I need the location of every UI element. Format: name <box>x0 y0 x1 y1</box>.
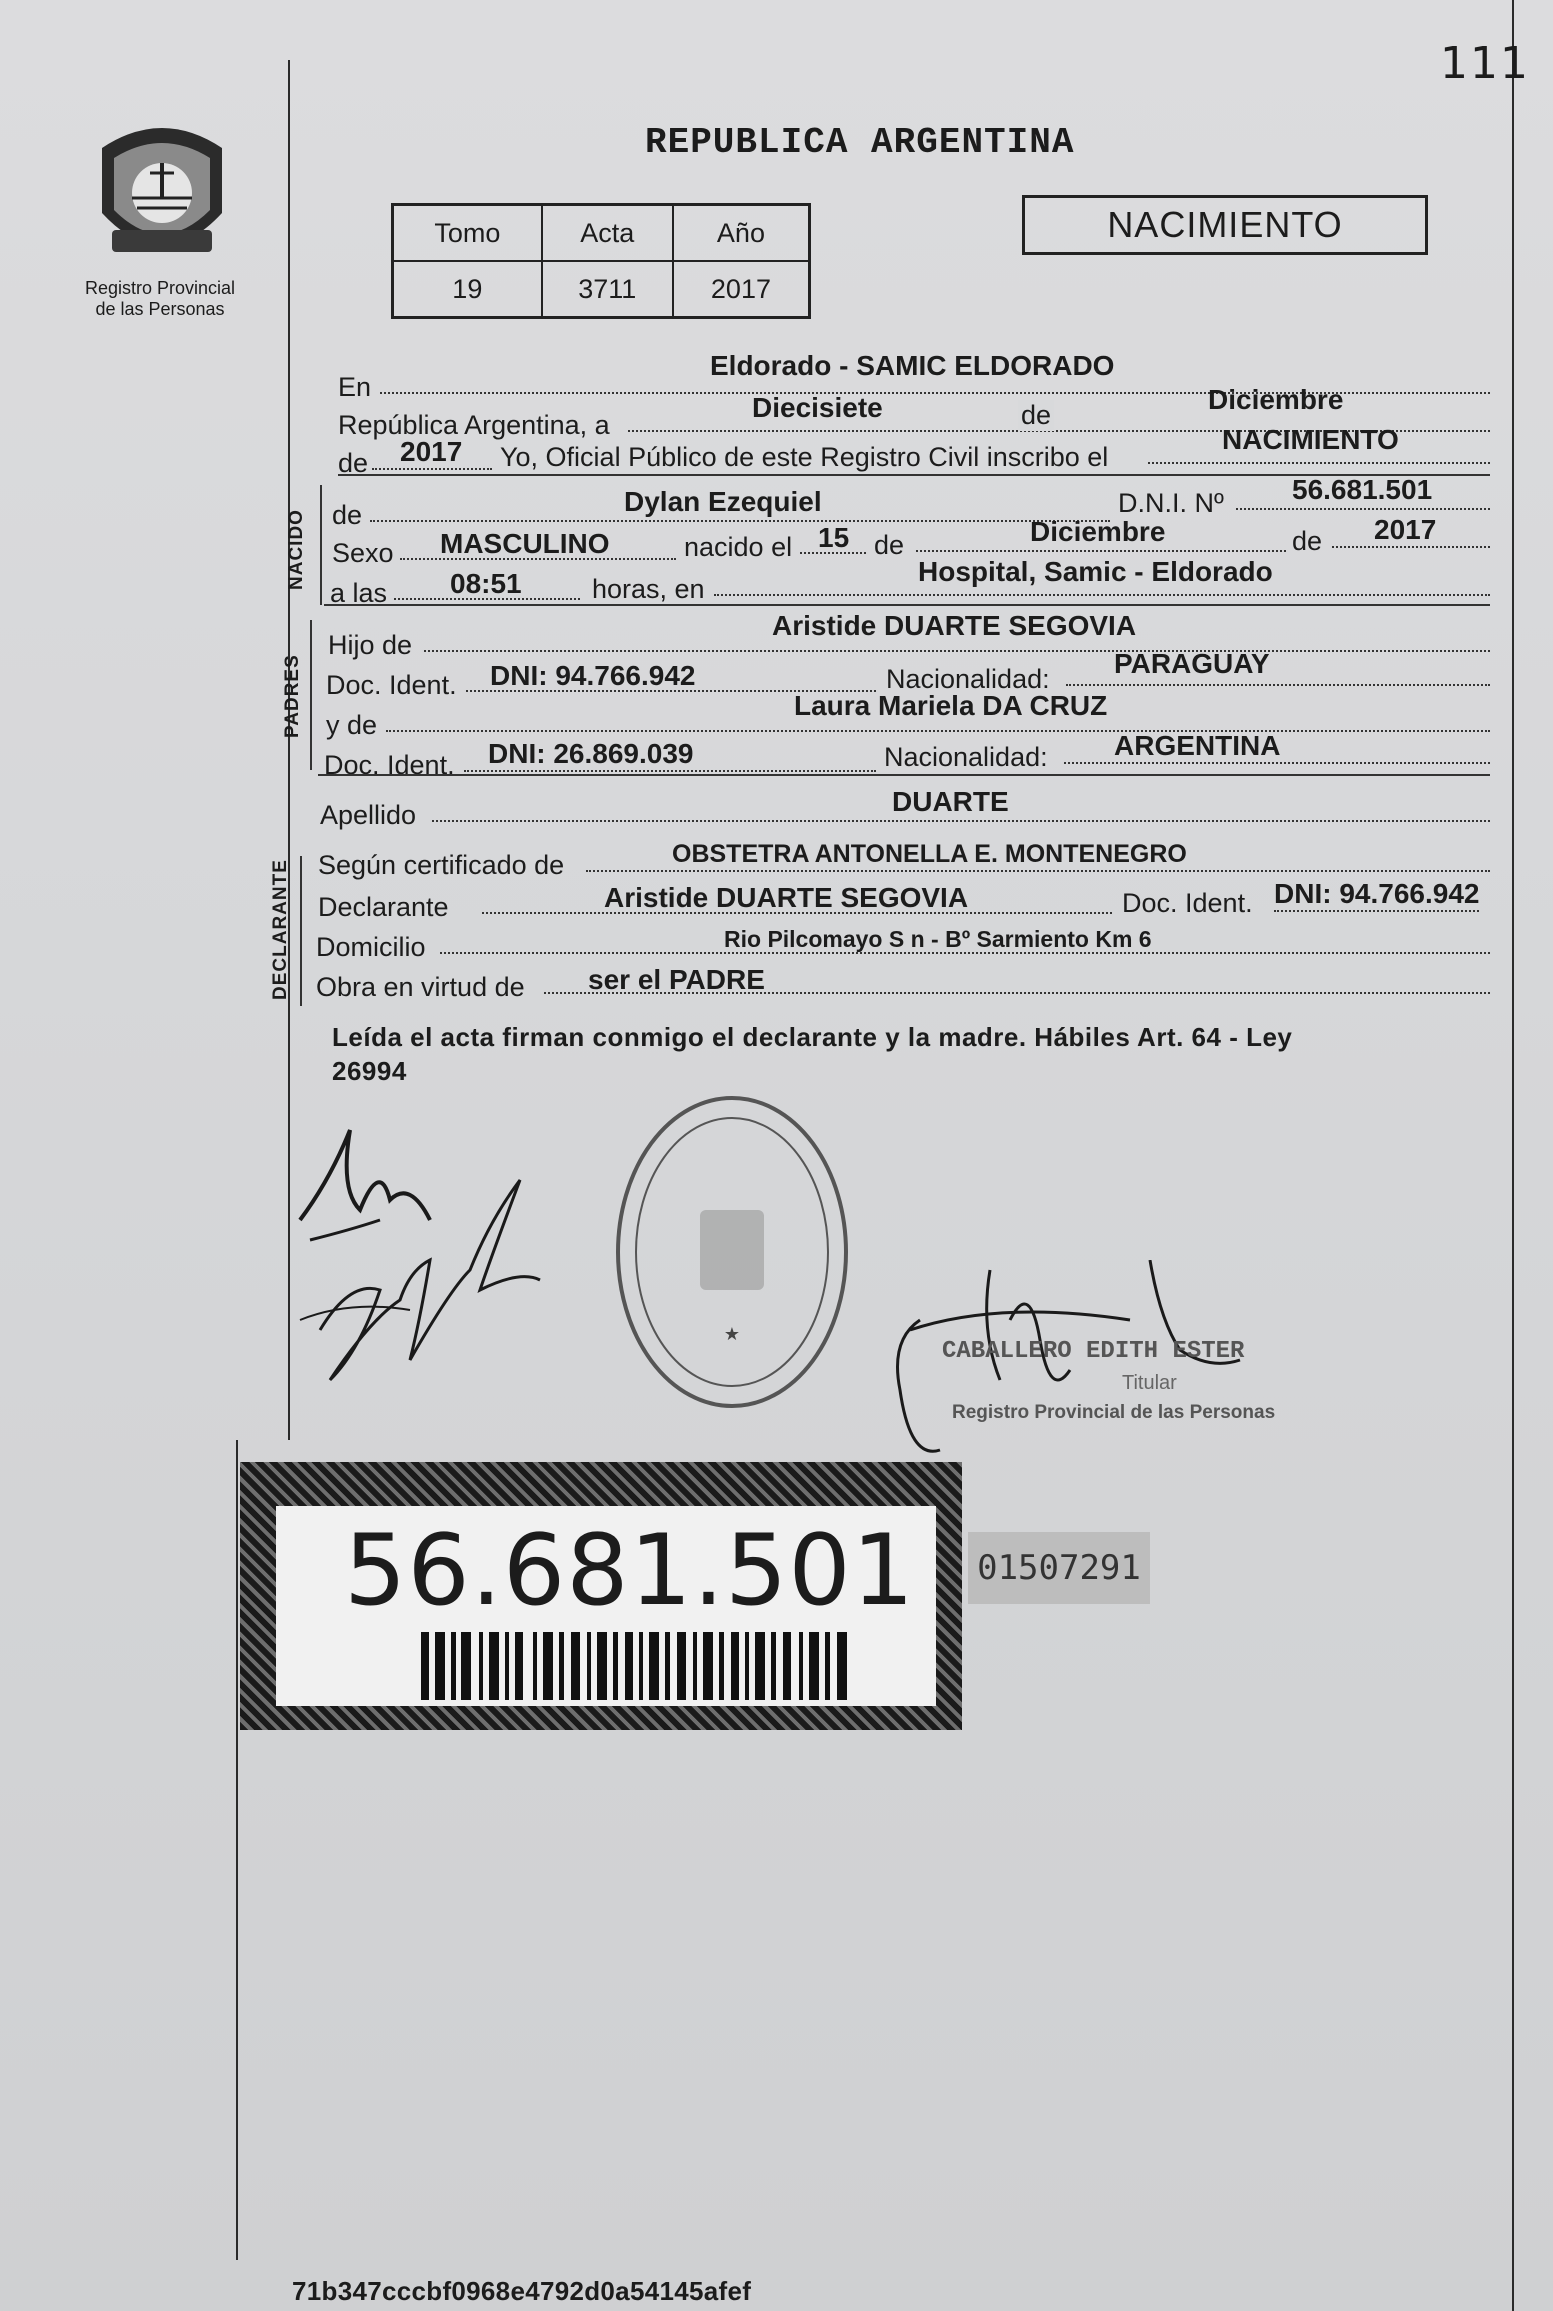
official-name: CABALLERO EDITH ESTER <box>942 1338 1245 1365</box>
obra-value: ser el PADRE <box>588 964 765 995</box>
sexo-value: MASCULINO <box>440 528 610 559</box>
registry-value-anio: 2017 <box>673 261 810 318</box>
svg-text:★: ★ <box>723 1324 741 1345</box>
nacido-bar <box>320 485 322 605</box>
right-margin-line <box>1512 0 1514 2311</box>
yde-label: y de <box>326 710 378 740</box>
day-value: Diecisiete <box>752 392 883 423</box>
registry-value-row <box>393 261 810 318</box>
alas-label: a las <box>330 578 388 608</box>
father-name: Aristide DUARTE SEGOVIA <box>772 610 1137 641</box>
en-label: En <box>338 372 372 402</box>
apellido-label: Apellido <box>320 800 417 830</box>
birth-year-dotline <box>1332 546 1490 548</box>
padres-separator <box>318 774 1490 776</box>
cert-label: Según certificado de <box>318 850 565 880</box>
newborn-name: Dylan Ezequiel <box>624 486 822 517</box>
registry-header-tomo: Tomo <box>393 205 542 262</box>
de-label-month: de <box>1018 400 1054 431</box>
mother-nac-label: Nacionalidad: <box>884 742 1048 772</box>
declarant-signature <box>290 1120 550 1410</box>
birth-de-label: de <box>874 530 905 560</box>
de-label-year: de <box>338 448 369 478</box>
declarante-doc-value: DNI: 94.766.942 <box>1274 878 1479 912</box>
father-nac-dotline <box>1066 684 1490 686</box>
apellido-value: DUARTE <box>892 786 1009 817</box>
registry-seal <box>610 1090 855 1415</box>
padres-bar <box>310 620 312 770</box>
barcode-number: 56.681.501 <box>344 1514 916 1628</box>
act-dotline <box>1148 462 1490 464</box>
nacido-section-label: NACIDO <box>286 509 307 590</box>
declarante-bar <box>300 856 302 1006</box>
padres-section-label: PADRES <box>282 654 303 738</box>
logo-caption-line2: de las Personas <box>95 299 225 319</box>
registry-header-anio: Año <box>673 205 810 262</box>
month-value: Diciembre <box>1208 384 1344 415</box>
mother-doc-label: Doc. Ident. <box>324 750 455 780</box>
place-value: Hospital, Samic - Eldorado <box>918 556 1273 587</box>
declarante-value: Aristide DUARTE SEGOVIA <box>604 882 969 913</box>
birth-year-value: 2017 <box>1374 514 1437 545</box>
cert-dotline <box>586 870 1490 872</box>
domicilio-label: Domicilio <box>316 932 426 962</box>
registry-table <box>391 203 811 319</box>
record-type-box: NACIMIENTO <box>1022 195 1428 255</box>
birth-day-value: 15 <box>818 522 850 553</box>
mother-doc-value: DNI: 26.869.039 <box>488 738 694 769</box>
declarante-doc-label: Doc. Ident. <box>1122 888 1253 918</box>
left-margin-line-lower <box>236 1440 238 2260</box>
official-office: Registro Provincial de las Personas <box>952 1402 1276 1423</box>
sexo-label: Sexo <box>332 538 394 568</box>
act-value: NACIMIENTO <box>1222 424 1399 455</box>
father-nac-label: Nacionalidad: <box>886 664 1050 694</box>
apellido-dotline <box>432 820 1490 822</box>
barcode-inner-panel <box>276 1506 936 1706</box>
province-logo <box>92 118 232 268</box>
barcode-bars <box>421 1632 851 1700</box>
closing-note <box>332 1020 1472 1088</box>
nacido-el-label: nacido el <box>684 532 793 562</box>
mother-name: Laura Mariela DA CRUZ <box>794 690 1108 721</box>
time-value: 08:51 <box>450 568 522 599</box>
dni-dotline <box>1236 508 1490 510</box>
barcode-label <box>240 1462 962 1730</box>
declarante-label: Declarante <box>318 892 449 922</box>
registry-value-tomo: 19 <box>393 261 542 318</box>
domicilio-value: Rio Pilcomayo S n - Bº Sarmiento Km 6 <box>724 926 1152 952</box>
republica-label: República Argentina, a <box>338 410 610 440</box>
place-dotline <box>714 594 1490 596</box>
declarante-section-label: DECLARANTE <box>270 859 291 1000</box>
cert-value: OBSTETRA ANTONELLA E. MONTENEGRO <box>672 840 1187 868</box>
mother-nac-value: ARGENTINA <box>1114 730 1281 761</box>
logo-caption-line1: Registro Provincial <box>84 278 236 298</box>
official-role: Titular <box>1122 1372 1177 1394</box>
nacido-name-dotline <box>370 520 1110 522</box>
mother-dotline <box>386 730 1490 732</box>
closing-note-line2: 26994 <box>332 1056 407 1086</box>
country-title: REPUBLICA ARGENTINA <box>645 122 1075 163</box>
document-hash: 71b347cccbf0968e4792d0a54145afef <box>292 2276 752 2306</box>
registry-header-acta: Acta <box>542 205 673 262</box>
dni-label: D.N.I. Nº <box>1118 488 1224 518</box>
birth-de-label2: de <box>1292 526 1323 556</box>
yo-text: Yo, Oficial Público de este Registro Civil inscribo el <box>500 442 1109 472</box>
page-number: 111 <box>1440 38 1530 89</box>
logo-caption <box>65 278 255 320</box>
nacido-de-label: de <box>332 500 363 530</box>
control-number: 01507291 <box>968 1532 1150 1604</box>
father-doc-value: DNI: 94.766.942 <box>490 660 696 691</box>
year-dotline <box>372 468 492 470</box>
father-dotline <box>424 650 1490 652</box>
obra-label: Obra en virtud de <box>316 972 525 1002</box>
horas-label: horas, en <box>592 574 705 604</box>
closing-note-line1: Leída el acta firman conmigo el declarante y la madre. Hábiles Art. 64 - Ley <box>332 1022 1293 1052</box>
father-nac-value: PARAGUAY <box>1114 648 1270 679</box>
year-value: 2017 <box>400 436 463 467</box>
nacido-separator <box>324 604 1490 606</box>
birth-month-dotline <box>916 550 1286 552</box>
mother-nac-dotline <box>1064 762 1490 764</box>
father-doc-label: Doc. Ident. <box>326 670 457 700</box>
birth-month-value: Diciembre <box>1030 516 1166 547</box>
registry-value-acta: 3711 <box>542 261 673 318</box>
en-value: Eldorado - SAMIC ELDORADO <box>710 350 1115 381</box>
hijo-label: Hijo de <box>328 630 413 660</box>
mother-doc-dotline <box>464 770 876 772</box>
dni-value: 56.681.501 <box>1292 474 1433 505</box>
registry-header-row <box>393 205 810 262</box>
